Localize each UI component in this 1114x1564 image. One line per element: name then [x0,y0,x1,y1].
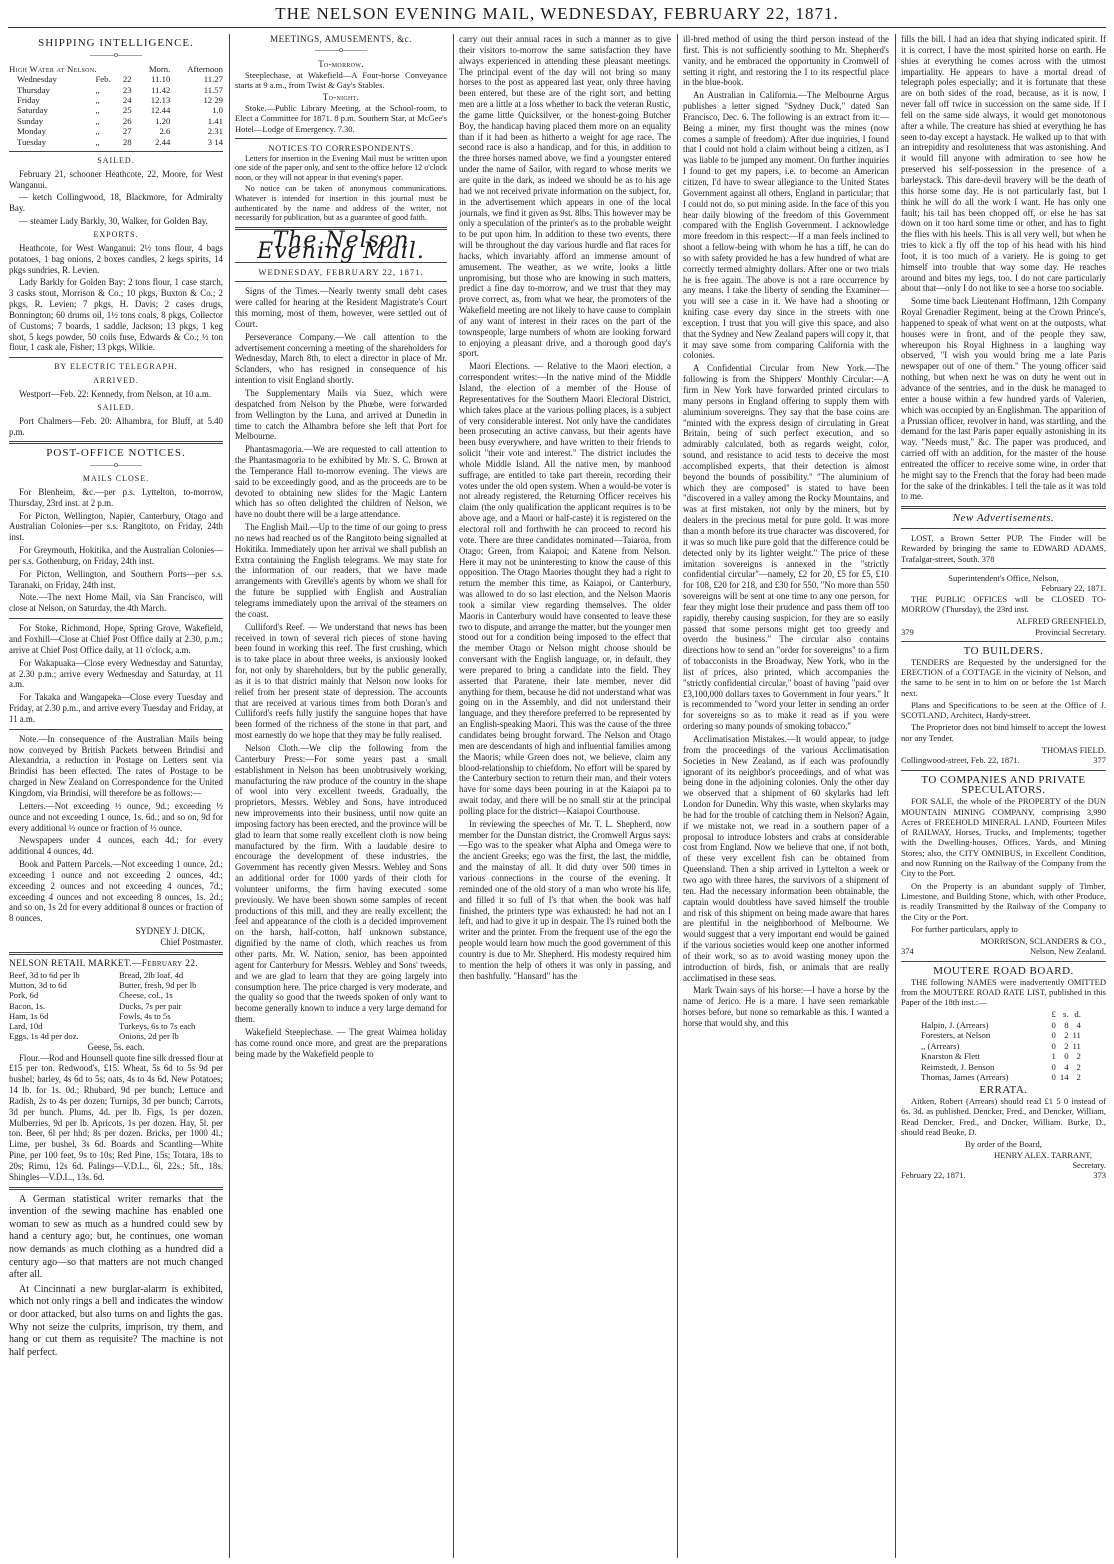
postmaster-signature: SYDNEY J. DICK, [135,926,205,937]
article-paragraph: Perseverance Company.—We call attention to the advertisement concerning a meeting of the shareholders for Wednesday, March 8th, to elect a director in place of Mr. Sclanders, who has resigned in consequence of his intention to visit England shortly. [235,331,447,386]
article-paragraph: Nelson Cloth.—We clip the following from the Canterbury Press:—For some years past a small establishment in Nelson has been unobtrusively working, manufacturing the raw produce of the country in the shape of wool into very excellent tweeds. Gradually, the proprietors, Messrs. Webley and Sons, have introduced new improvements into their business, until now quite an imposing factory has been erected, and the province will be glad to learn that some really excellent cloth is now being manufactured by the firm. With a laudable desire to encourage the development of these industries, the Government has recently given Messrs. Webley and Sons an additional order for 1000 yards of their cloth for volunteer uniforms, the firm having executed some previously. We have been shown some samples of recent productions of this mill, and they are really excellent; the feel and appearance of the cloth is a decided improvement on the harsh, half-cotton, half unknown substance, dignified by the name of cloth, which reaches us from other parts. Mr. W. Nation, senior, has been appointed agent for Canterbury for Messrs. Webley and Sons' tweeds, and we are glad to learn that they are going largely into consumption here. The price charged is very moderate, and the quality so good that the tweeds spoken of only want to become generally known to induce a very large demand for them. [235,742,447,1025]
tide-row: Sunday ,, 26 1.20 1.41 [17,115,223,126]
tide-row: Saturday ,, 25 12.44 1.0 [17,105,223,116]
edition-date: WEDNESDAY, FEBRUARY 22, 1871. [258,266,424,277]
correspondents-text: No notice can be taken of anonymous communications. Whatever is intended for insertion in this journal must be authenticated by the name and address of the writer, not necessarily for publication, but as a guarantee of good faith. [235,184,447,223]
ad-companies: On the Property is an abundant supply of Timber, Limestone, and Building Stone, which, with other Produce, is readily Transmitted by the Railway of the Company to the City or the Port. [901,880,1106,922]
errata-title: ERRATA. [979,1084,1028,1097]
builders-title: TO BUILDERS. [963,644,1044,657]
moutere-title: MOUTERE ROAD BOARD. [933,964,1074,977]
meetings-tomorrow: To-morrow. [318,58,364,69]
market-item: Butter, fresh, 9d per lb [119,979,197,990]
post-item: Note.—The next Home Mail, via San Francisco, will close at Nelson, on Saturday, the 4th March. [9,592,223,614]
post-item: Letters.—Not exceeding ½ ounce, 9d.; exceeding ½ ounce and not exceeding 1 ounce, 1s. 6d.; and so on, 9d for every additional ½ ounce or fraction of ½ ounce. [9,800,223,833]
shipping-title: SHIPPING INTELLIGENCE. [38,37,194,49]
rate-row: Reimstedt, J. Benson 0 4 2 [921,1061,1081,1072]
post-item: For Picton, Wellington, and Southern Ports—per s.s. Taranaki, on Friday, 24th inst. [9,568,223,590]
article-paragraph: An Australian in California.—The Melbourne Argus publishes a letter signed "Sydney Duck," dated San Francisco, Dec. 6. The following is an extract from it:—Being a miner, my first thought was the mines (now comes a sample of freedom). After due inquiries, I found that I could not hold a claim without being a citizen, as I was liable to be jumped any moment. On further inquiries I found to get my papers, i.e. to become an American citizen, I'd have to swear allegiance to the United States Government against all others, England in particular; that I could not do, so put mining aside. In the face of this you hear daily blowing of the freedom of this Government compared with the English Government. I acknowledge more freedom in this respect:—If a man feels inclined to shoot a fellow-being with whom he has a tiff, he can do so with safety provided he has a few hundred of what are correctly termed almighty dollars. After one or two trials he is free again. The above is not a rare occurrence by any means. I take the liberty of sending the Examiner—you will see a case in it. We have had a shooting or knifing case every day since in the streets with one exception. I trust that you will give this space, and also that the Sydney and New Zealand papers will copy it, that it may save some from comparing California with the colonies. [683,90,889,361]
post-item: For Picton, Wellington, Napier, Canterbury, Otago and Australian Colonies—per s.s. Rangitoto, on Friday, 24th inst. [9,510,223,543]
ad-tarrant-title: Secretary. [1072,1159,1106,1170]
exports-title: EXPORTS. [93,230,139,239]
ad-tarrant-date: February 22, 1871. [901,1170,966,1181]
column-1: SHIPPING INTELLIGENCE. ———o——— High Water at Nelson. Morn. Afternoon Wednesday Feb. 22 11.10 11.27 Thursday ,, 23 11.42 11.57 Friday ,, 24 12.13 12 29 Saturday ,, 25 12.44 1.0 Sunday ,, 26 1.20 1.41 Monday ,, 27 2.6 2.31 Tuesday ,, 28 2.44 3 14 SAILED. February 21, schooner Heathcote, 22, Moore, for West Wanganui. — ketch Collingwood, 18, Blackmore, for Admiralty Bay. — steamer Lady Barkly, 30, Walker, for Golden Bay. EXPORTS. Heathcote, for West Wanganui: 2½ tons flour, 4 bags potatoes, 1 bag onions, 2 boxes candles, 2 kegs spirits, 14 pkgs sundries, R. Levien. Lady Barkly for Golden Bay: 2 tons flour, 1 case starch, 3 casks stout, Morrison & Co.; 10 pkgs, Buxton & Co.; 2 pkgs, R. Levien; 7 pkgs, H. Davis; 2 cases drugs, Bonnington; 60 drums oil, 1½ tons coals, 8 pkgs, Collector of Customs; 7 boards, 1 saddle, Jackson; 13 pkgs, 1 keg shot, 5 kegs powder, 50 coils fuse, Edwards & Co.; ½ ton flour, 1 cask ale, Fisher; 13 pkgs, Wilkie. BY ELECTRIC TELEGRAPH. ARRIVED. Westport—Feb. 22: Kennedy, from Nelson, at 10 a.m. SAILED. Port Chalmers—Feb. 20: Alhambra, for Bluff, at 5.40 p.m. POST-OFFICE NOTICES. ———o——— MAILS CLOSE. For Blenheim, &c.—per p.s. Lyttelton, to-morrow, Thursday, 23rd inst. at 2 p.m. For Picton, Wellington, Napier, Canterbury, Otago and Australian Colonies—per s.s. Rangitoto, on Friday, 24th inst. For Greymouth, Hokitika, and the Australian Colonies—per s.s. Gothenburg, on Friday, 24th inst. For Picton, Wellington, and Southern Ports—per s.s. Taranaki, on Friday, 24th inst. Note.—The next Home Mail, via San Francisco, will close at Nelson, on Saturday, the 4th March. For Stoke, Richmond, Hope, Spring Grove, Wakefield, and Foxhill—Close at Chief Post Office daily at 2.30, p.m.; arrive at Chief Post Office daily, at 11 o'clock, a.m. For Wakapuaka—Close every Wednesday and Saturday, at 2.30 p.m.; arrive every Wednesday and Saturday, at 11 a.m. For Takaka and Wangapeka—Close every Tuesday and Friday, at 2.30 p.m., and arrive every Tuesday and Friday, at 11 a.m. Note.—In consequence of the Australian Mails being now conveyed by British Packets between Brindisi and Alexandria, a reduction in Postage on Letters sent via Brindisi has been effected. The rates of Postage to be charged in New Zealand on Correspondence for the United Kingdom, via Brindisi, will therefore be as follows:— Letters.—Not exceeding ½ ounce, 9d.; exceeding ½ ounce and not exceeding 1 ounce, 1s. 6d.; and so on, 9d for every additional ½ ounce or fraction of ½ ounce. Newspapers under 4 ounces, each 4d.; for every additional 4 ounces, 4d. Book and Pattern Parcels.—Not exceeding 1 ounce, 2d.; exceeding 1 ounce and not exceeding 2 ounces, 4d.; exceeding 2 ounces and not exceeding 4 ounces, 7d.; exceeding 4 ounces and not exceeding 8 ounces, 1s. 2d.; and so on, 1s 2d for every additional 8 ounces or fraction of 8 ounces. SYDNEY J. DICK, Chief Postmaster. NELSON RETAIL MARKET.—February 22. Beef, 3d to 6d per lb Mutton, 3d to 6d Pork, 6d Bacon, 1s. Ham, 1s 6d Lard, 10d Eggs, 1s 4d per doz. Bread, 2lb loaf, 4d Butter, fresh, 9d per lb Cheese, col., 1s Ducks, 7s per pair Fowls, 4s to 5s Turkeys, 6s to 7s each Onions, 2d per lb Geese, 5s. each. Flour.—Rod and Hounsell quote fine silk dressed flour at £15 per ton. Redwood's, £15. Wheat, 5s 6d to 5s 9d per bushel; barley, 4s 6d to 5s; oats, 4s to 4s 6d. New Potatoes; 14 lb. for 1s. 0d.; Rhubard, 9d per bunch; Lettuce and Radish, 2s to 4s per dozen; Turnips, 3d per bunch; Carrots, 3d per bunch. Plums, 4d. per lb. Figs, 1s per dozen. Mulberries, 9d per lb. Apricots, 1s per dozen. Hay, 5l. per ton. Beer, 6l per hhd; 8s per dozen. Bricks, per 1000 4l.; Lime, per bushel, 3s 6d. Boards and Scantling—White Pine, per 100 feet, 9s to 10s; Red Pine, 15s; Totara, 18s to 20s; Rimu, 12s 6d. Palings—V.D.L., 6l, 22s.; 5ft., 18s. Shingles—V.D.L., 13s. 6d. A German statistical writer remarks that the invention of the sewing machine has enabled one woman to sew as much as a hundred could sew by hand a century ago; but, he continues, one woman now demands as much clothing as a hundred did a century ago—so that matters are not much changed after all. At Cincinnati a new burglar-alarm is exhibited, which not only rings a bell and indicates the window or door attacked, but also turns on and lights the gas. Why not seize the culprits, imprison, try them, and hang or cut them as requisite? The machine is not half perfect. [9,37,223,1358]
post-item: Newspapers under 4 ounces, each 4d.; for every additional 4 ounces, 4d. [9,835,223,857]
ad-by-order: By order of the Board, [965,1139,1042,1150]
export-item: Lady Barkly for Golden Bay: 2 tons flour, 1 case starch, 3 casks stout, Morrison & Co.; 10 pkgs, Buxton & Co.; 2 pkgs, R. Levien; 7 pkgs, H. Davis; 2 cases drugs, Bonnington; 60 drums oil, 1½ tons coals, 8 pkgs, Collector of Customs; 7 boards, 1 saddle, Jackson; 13 pkgs, 1 keg shot, 5 kegs powder, 50 coils fuse, Edwards & Co.; ½ ton flour, 1 cask ale, Fisher; 13 pkgs, Wilkie. [9,277,223,353]
tide-row: Tuesday ,, 28 2.44 3 14 [17,136,223,147]
post-item: Note.—In consequence of the Australian Mails being now conveyed by British Packets between Brindisi and Alexandria, a reduction in Postage on Letters sent via Brindisi has been effected. The rates of Postage to be charged in New Zealand on Correspondence for the United Kingdom, via Brindisi, will therefore be as follows:— [9,733,223,798]
sailed-item: — ketch Collingwood, 18, Blackmore, for Admiralty Bay. [9,192,223,214]
market-item: Ham, 1s 6d [9,1010,49,1021]
ad-number: 377 [1093,755,1106,766]
post-item: For Stoke, Richmond, Hope, Spring Grove, Wakefield, and Foxhill—Close at Chief Post Office daily at 2.30, p.m.; arrive at Chief Post Office daily, at 11 o'clock, a.m. [9,623,223,655]
post-item: For Takaka and Wangapeka—Close every Tuesday and Friday, at 2.30 p.m., and arrive every Tuesday and Friday, at 11 a.m. [9,692,223,724]
sailed-title: SAILED. [97,155,135,165]
ad-lost-pup: LOST, a Brown Setter PUP. The Finder will be Rewarded by bringing the same to EDWARD ADAMS, Trafalgar-street, South. 378 [901,533,1106,564]
correspondents-title: NOTICES TO CORRESPONDENTS. [268,142,414,153]
market-item: Cheese, col., 1s [119,990,173,1001]
companies-title: TO COMPANIES AND PRIVATE SPECULATORS. [921,773,1086,797]
article-paragraph: Some time back Lieutenant Hoffmann, 12th Company Royal Grenadier Regiment, being at the Crown Prince's, happened to speak of what went on at the outposts, what houses were in front, and of the people they saw, whereupon his Royal Highness in a laughing way observed, "I wish you would bring me a late Paris newspaper out of one of them." The young officer said nothing, but when next he was on duty he went out in advance of the sentries, and in the dusk he managed to enter a house within a few hundred yards of Valerien, which was occupied by an Englishman. The apparition of a Prussian officer, revolver in hand, was startling, and the demand for the last Paris paper equally astonishing in its way. "Needs must," &c. The paper was produced, and carried off with an addition, for the master of the house entreated the officer to receive some wine, in order that he might say to the French that the foray had been made for the sake of the drinkables. I tell the tale as it was told to me. [901,296,1106,502]
market-item: Bacon, 1s. [9,1000,46,1011]
post-item: For Blenheim, &c.—per p.s. Lyttelton, to-morrow, Thursday, 23rd inst. at 2 p.m. [9,486,223,508]
market-item: Bread, 2lb loaf, 4d [119,969,184,980]
ad-tarrant: HENRY ALEX. TARRANT, [994,1149,1092,1160]
article-paragraph: The English Mail.—Up to the time of our going to press no news had reached us of the Rangitoto being signalled at Hokitika. Immediately upon her arrival we shall publish an Extra containing the English telegrams. We may state for the information of our readers, that we have made arrangements with Greville's agents by whom we shall for the future be supplied with English and Australian telegrams immediately upon the arrival of the steamers on the coast. [235,522,447,619]
rate-row: Knarston & Flett 1 0 2 [921,1051,1081,1062]
market-item: Onions, 2d per lb [119,1031,179,1042]
sailed2-title: SAILED. [97,402,135,412]
ad-morrison-addr: Nelson, New Zealand. [1029,946,1106,957]
column-2: MEETINGS, AMUSEMENTS, &c. ———o——— To-morrow. Steeplechase, at Wakefield—A Four-horse Conveyance starts at 9 a.m., from Twist & Gay's Stables. To-night. Stoke.—Public Library Meeting, at the School-room, to Elect a Committee for 1871. 8 p.m. Southern Star, at McGee's Hotel—Lodge of Emergency. 7.30. NOTICES TO CORRESPONDENTS. Letters for insertion in the Evening Mail must be written upon one side of the paper only, and sent to the office before 12 o'clock noon, or they will not appear in that evening's paper. No notice can be taken of anonymous communications. Whatever is intended for insertion in this journal must be authenticated by the name and address of the writer, not necessarily for publication, but as a guarantee of good faith. The Nelson Evening Mail. WEDNESDAY, FEBRUARY 22, 1871. Signs of the Times.—Nearly twenty small debt cases were called for hearing at the Resident Magistrate's Court this morning, most of them, however, were settled out of Court. Perseverance Company.—We call attention to the advertisement concerning a meeting of the shareholders for Wednesday, March 8th, to elect a director in place of Mr. Sclanders, who has resigned in consequence of his intention to visit England shortly. The Supplementary Mails via Suez, which were despatched from Nelson by the Phœbe, were forwarded from Wellington by the Luna, and arrived at Dunedin in time to catch the Alhambra before she left that Port for Melbourne. Phantasmagoria.—We are requested to call attention to the Phantasmagoria to be exhibited by Mr. S. C. Brown at the Temperance Hall to-morrow evening. The views are said to be exceedingly good, and as the proceeds are to be devoted to obtaining new slides for the Magic Lantern which has so often delighted the children of Nelson, we have no doubt there will be a large attendance. The English Mail.—Up to the time of our going to press no news had reached us of the Rangitoto being signalled at Hokitika. Immediately upon her arrival we shall publish an Extra containing the English telegrams. We may state for the information of our readers, that we have made arrangements with Greville's agents by whom we shall for the future be supplied with English and Australian telegrams immediately upon the arrival of the steamers on the coast. Culliford's Reef. — We understand that news has been received in town of several rich pieces of stone having been found in working this reef. The first crushing, which is to take place in about three weeks, is anxiously looked for, not only by shareholders, but by the public generally, as it is to that district mainly that Nelson now looks for relief from her present state of depression. The accounts that are received at various times from both Doran's and Culliford's reefs fully justify the sanguine hopes that have been formed of the richness of the stone in that part, and most earnestly do we hope that they may be fully realised. Nelson Cloth.—We clip the following from the Canterbury Press:—For some years past a small establishment in Nelson has been unobtrusively working, manufacturing the raw produce of the country in the shape of wool into very excellent tweeds. Gradually, the proprietors, Messrs. Webley and Sons, have introduced new improvements into their business, until now quite an imposing factory has been erected, and the province will be glad to learn that some really excellent cloth is now being manufactured by the firm. With a laudable desire to encourage the development of these industries, the Government has recently given Messrs. Webley and Sons an additional order for 1000 yards of their cloth for volunteer uniforms, the firm having executed some previously. We have been shown some samples of recent productions of this mill, and they are really excellent; the feel and appearance of the cloth is a decided improvement on the harsh, half-cotton, half unknown substance, dignified by the name of cloth, which reaches us from other parts. Mr. W. Nation, senior, has been appointed agent for Canterbury for Messrs. Webley and Sons' tweeds, and we are glad to learn that they are going largely into consumption here. The price charged is very moderate, and the quality so good that the tweeds spoken of only want to become generally known to induce a very large demand for them. Wakefield Steeplechase. — The great Waimea holiday has come round once more, and great are the preparations being made by the Wakefield people to [235,34,447,1059]
ad-super-office: Superintendent's Office, Nelson, [948,573,1059,584]
sailed2-item: Port Chalmers—Feb. 20: Alhambra, for Bluff, at 5.40 p.m. [9,415,223,437]
ad-public-offices: THE PUBLIC OFFICES will be CLOSED TO-MORROW (Thursday), the 23rd inst. [901,593,1106,614]
market-geese: Geese, 5s. each. [87,1041,145,1052]
rate-row: Foresters, at Nelson 0 2 11 [921,1030,1081,1041]
export-item: Heathcote, for West Wanganui: 2½ tons flour, 4 bags potatoes, 1 bag onions, 2 boxes candles, 2 kegs spirits, 14 pkgs sundries, R. Levien. [9,242,223,275]
meetings-tonight-text: Stoke.—Public Library Meeting, at the School-room, to Elect a Committee for 1871. 8 p.m. Southern Star, at McGee's Hotel—Lodge of Emergency. 7.30. [235,102,447,134]
postmaster-title: Chief Postmaster. [160,936,223,947]
ad-field-line: Collingwood-street, Feb. 22, 1871. [901,755,1020,766]
ad-errata: Aitken, Robert (Arrears) should read £1 5 0 instead of 6s. 3d. as published. Dencker, Fred., and Dencker, William, Read Dencker, Fred., and Dncker, William. Burke, D., should read Beuke, D. [901,1096,1106,1138]
article-paragraph: Mark Twain says of his horse:—I have a horse by the name of Jerico. He is a mare. I have seen remarkable horses before, but none so remarkable as this. I wanted a horse that would shy, and this [683,985,889,1028]
tide-row: Monday ,, 27 2.6 2.31 [17,126,223,137]
ad-builders: TENDERS are Requested by the undersigned for the ERECTION of a COTTAGE in the vicinity of Nelson, and the same to be sent in to him on or before the 1st March next. [901,656,1106,698]
rate-table: £ s. d. Halpin, J. (Arrears) 0 8 4 Foresters, at Nelson 0 2 11 ,, (Arrears) 0 2 11 Knarston & Flett 1 0 2 Reimstedt, J. Benson 0 4 2 Thomas, James (Arrears) 0 14 2 [921,1009,1081,1082]
article-paragraph: The Supplementary Mails via Suez, which were despatched from Nelson by the Phœbe, were forwarded from Wellington by the Luna, and arrived at Dunedin in time to catch the Alhambra before she left that Port for Melbourne. [235,387,447,442]
ad-number: 379 [901,626,914,637]
article-paragraph: ill-bred method of using the third person instead of the first. This is not sufficiently soothing to Mr. Shepherd's vanity, and he embraced the opportunity in Cromwell of setting it right, and restoring the I to its respectful place in the blue-book. [683,34,889,88]
ad-companies: FOR SALE, the whole of the PROPERTY of the DUN MOUNTAIN MINING COMPANY, comprising 3,990 Acres of FREEHOLD MINERAL LAND, Fourteen Miles of RAILWAY, Horses, Trucks, and Implements; together with the Dwelling-houses, Offices, Yards, and Mining Stores; also, the CITY OMNIBUS, in Excellent Condition, and now Running on the Railway of the Company from the City to the Port. [901,796,1106,879]
article-paragraph: Signs of the Times.—Nearly twenty small debt cases were called for hearing at the Resident Magistrate's Court this morning, most of them, however, were settled out of Court. [235,286,447,329]
market-notes: Flour.—Rod and Hounsell quote fine silk dressed flour at £15 per ton. Redwood's, £15. Wheat, 5s 6d to 5s 9d per bushel; barley, 4s 6d to 5s; oats, 4s to 4s 6d. New Potatoes; 14 lb. for 1s. 0d.; Rhubard, 9d per bunch; Lettuce and Radish, 2s to 4s per dozen; Turnips, 3d per bunch; Carrots, 3d per bunch. Plums, 4d. per lb. Figs, 1s per dozen. Mulberries, 9d per lb. Apricots, 1s per dozen. Hay, 5l. per ton. Beer, 6l per hhd; 8s per dozen. Bricks, per 1000 4l.; Lime, per bushel, 3s 6d. Boards and Scantling—White Pine, per 100 feet, 9s to 10s; Red Pine, 15s; Totara, 18s to 20s; Rimu, 12s 6d. Palings—V.D.L., 6l, 22s.; 5ft., 18s. Shingles—V.D.L., 13s. 6d. [9,1052,223,1182]
ad-companies: For further particulars, apply to [911,923,1018,934]
tide-header-morn: Morn. [148,63,171,74]
tide-row: Thursday ,, 23 11.42 11.57 [17,84,223,95]
article-paragraph: Culliford's Reef. — We understand that news has been received in town of several rich pieces of stone having been found in working this reef. The first crushing, which is to take place in about three weeks, is anxiously looked for, not only by shareholders, but by the public generally, as it is to that district mainly that Nelson now looks for relief from her present state of depression. The accounts that are received at various times from both Doran's and Culliford's reefs fully justify the sanguine hopes that have been formed of the richness of the stone in that part, and most earnestly do we hope that they may be fully realised. [235,621,447,741]
column-4 [683,34,889,1558]
article-paragraph: Phantasmagoria.—We are requested to call attention to the Phantasmagoria to be exhibited by Mr. S. C. Brown at the Temperance Hall to-morrow evening. The views are said to be exceedingly good, and as the proceeds are to be devoted to obtaining new slides for the Magic Lantern which has so often delighted the children of Nelson, we have no doubt there will be a large attendance. [235,444,447,520]
ad-number: 373 [1093,1170,1106,1181]
article-paragraph: carry out their annual races in such a manner as to give their visitors to-morrow the same satisfaction they have always experienced in attending these pleasant meetings. The principal event of the day will not bring so many horses to the post as appeared last year, only three having been entered, but these are of the right sort, and betting men are a little at a loss whether to back the veteran Rustic, the game little Quicksilver, or the honest-going Butcher Boy, the handicap having placed them more on an equality than if it had been as hitherto a weight for age race. The second race is also a handicap, and for this, in addition to the three horses named above, we find a youngster entered under the name of Sailor, with regard to whose merits we are quite in the dark, as indeed we should be as to his age had we not received private information on the subject, for, in the advertisement which appears in one of the local journals, we find it given as 9st. 8lbs. This however may be only a speculation of the printer's as to the probable weight to be put upon him. In addition to these two events, there will be throughout the day various hurdle and flat races for hacks, which invariably afford an immense amount of amusement. The weather, as we write, looks a little unpromising, but those who are knowing in such matters, predict a fine day to-morrow, and we trust that they may prove correct, as, from what we hear, the promoters of the Wakefield meeting are not likely to have cause to complain of any want of interest in their races on the part of the townspeople, large numbers of whom are looking forward to enjoying a pleasant drive, and a thorough good day's sport. [459,34,671,359]
post-item: For Wakapuaka—Close every Wednesday and Saturday, at 2.30 p.m.; arrive every Wednesday and Saturday, at 11 a.m. [9,657,223,690]
post-item: For Greymouth, Hokitika, and the Australian Colonies—per s.s. Gothenburg, on Friday, 24th inst. [9,545,223,566]
market-prices [9,970,223,1042]
rate-row: ,, (Arrears) 0 2 11 [921,1040,1081,1051]
rate-row: Halpin, J. (Arrears) 0 8 4 [921,1019,1081,1030]
column-divider [229,34,230,1558]
post-title: POST-OFFICE NOTICES. [46,447,186,460]
mails-title: MAILS CLOSE. [82,474,150,484]
ad-greenfield-title: Provincial Secretary. [1035,626,1106,637]
meetings-title: MEETINGS, AMUSEMENTS, &c. [270,34,412,44]
correspondents-text: Letters for insertion in the Evening Mail must be written upon one side of the paper only, and sent to the office before 12 o'clock noon, or they will not appear in that evening's paper. [235,153,447,182]
new-ads-title: New Advertisements. [952,512,1055,525]
column-divider [895,34,896,1558]
ad-field-signature: THOMAS FIELD. [1041,745,1106,756]
ad-morrison: MORRISON, SCLANDERS & CO., [980,936,1106,947]
tide-row: Wednesday Feb. 22 11.10 11.27 [17,74,223,85]
market-item: Mutton, 3d to 6d [9,979,67,990]
arrived-item: Westport—Feb. 22: Kennedy, from Nelson, at 10 a.m. [19,388,211,399]
post-item: Book and Pattern Parcels.—Not exceeding 1 ounce, 2d.; exceeding 1 ounce and not exceeding 2 ounces, 4d.; exceeding 2 ounces and not exceeding 4 ounces, 7d.; exceeding 4 ounces and not exceeding 8 ounces, 1s. 2d.; and so on, 1s 2d for every additional 8 ounces or fraction of 8 ounces. [9,859,223,924]
german-paragraph: A German statistical writer remarks that the invention of the sewing machine has enabled one woman to sew as much as a hundred could sew by hand a century ago; but, he continues, one woman now demands as much clothing as a hundred did a century ago—so that matters are not much changed after all. [9,1193,223,1281]
meetings-tonight: To-night. [322,92,360,103]
market-item: Turkeys, 6s to 7s each [119,1021,196,1032]
tide-header-label: High Water at Nelson. [9,63,97,74]
market-item: Eggs, 1s 4d per doz. [9,1031,79,1042]
telegraph-title: BY ELECTRIC TELEGRAPH. [54,362,178,372]
market-item: Pork, 6d [9,990,39,1001]
column-5 [901,34,1106,1558]
meetings-tomorrow-text: Steeplechase, at Wakefield—A Four-horse Conveyance starts at 9 a.m., from Twist & Gay's Stables. [235,69,447,90]
article-paragraph: In reviewing the speeches of Mr. T. L. Shepherd, now member for the Dunstan district, the Cromwell Argus says:—Ego was to the speaker what Alpha and Omega were to the ancient Greeks; ego was the first, the last, the middle, and the mainstay of all. It did duty over 500 times in various connections in the course of the evening. It reminded one of the old story of a man who wrote his life, and filled it so full of I's that when the book was half finished, the printers type was exhausted: he had not an I left, and had to give it up in despair. The I's ruined both the writer and the printer. From the frequent use of the ego the people would learn how much the good government of this country is due to Mr. Shepherd. His modesty required him to mention the help of others it was only in passing, and then bashfully. "Hansard" has the [459,818,671,981]
sailed-item: — steamer Lady Barkly, 30, Walker, for Golden Bay. [19,216,208,227]
tide-header-aft: Afternoon [187,63,223,74]
article-paragraph: Wakefield Steeplechase. — The great Waimea holiday has come round once more, and great are the preparations being made by the Wakefield people to [235,1026,447,1059]
market-title: NELSON RETAIL MARKET.—February 22. [9,958,198,969]
market-item: Ducks, 7s per pair [119,1000,182,1011]
tide-table [9,64,223,147]
market-item: Beef, 3d to 6d per lb [9,969,80,980]
newspaper-flag: The Nelson Evening Mail. [257,227,425,264]
masthead-rule [8,27,1106,28]
article-paragraph: Acclimatisation Mistakes.—It would appear, to judge from the proceedings of the various Acclimatisation Societies in New Zealand, as if each was profoundly ignorant of its neighbor's proceedings, and of what was being done in the adjoining colonies. Only the other day we observed that a shipment of 60 skylarks had left London for Dunedin. Why this waste, when skylarks may be had for the trouble of catching them in Nelson? Again, if we mistake not, we read in a southern paper of a proposal to introduce lobsters and crabs at considerable cost from England. Now we believe that one, if not both, of these very excellent fish can be obtained from Queensland. Then a ship arrived in Lyttelton a week or two ago with three hares, the survivors of a shipment of ten. Had the necessary information been obtainable, the captain would doubtless have saved himself the trouble and risk of this shipment on being made aware that hares are plentiful in the neighborhood of Melbourne. We would suggest that a very important end would be gained if the various societies would keep one another informed of their work, so as to avoid wasting money upon the introduction of birds, fish, or animals that are really acclimatised in these seas. [683,734,889,983]
column-divider [677,34,678,1558]
article-paragraph: fills the bill. I had an idea that shying indicated spirit. If it is correct, I have the most spirited horse on earth. He shies at everything he comes across with the utmost impartiality. He appears to have a mortal dread of telegraph poles especially; and it is fortunate that these are on both sides of the road, because, as it is now, I never fall off twice in succession on the same side. If I fell on the same side always, it would get monotonous after a while. The creature has shied at everything he has seen to-day except a haystack. He walked up to that with an intrepidity and resoluteness that was astonishing. And it would fill anyone with admiration to see how he preserved his self-possession in the presence of a barleystack. This dare-devil bravery will be the death of this horse some day. He is not particularly fast, but I think he will do all the work I want. He has only one fault; his tail has been chopped off, or else he has sat down on it too hard some time or other, and has to fight the flies with his heels. This is all very well, but when he tries to kick a fly off the top of his head with his hind foot, it is too much of a variety. He is going to get himself into trouble that way some day. He reaches around and bites my legs, too. I do not care particularly about that—only I do not like to see a horse too sociable. [901,34,1106,294]
column-divider [453,34,454,1558]
masthead: THE NELSON EVENING MAIL, WEDNESDAY, FEBRUARY 22, 1871. [275,4,839,23]
arrived-title: ARRIVED. [93,376,139,386]
ad-moutere: THE following NAMES were inadvertently OMITTED from the MOUTERE ROAD RATE LIST, published in this Paper of the 18th inst.:— [901,976,1106,1008]
market-item: Fowls, 4s to 5s [119,1010,171,1021]
article-paragraph: A Confidential Circular from New York.—The following is from the Shippers' Monthly Circular:—A firm in New York have forwarded printed circulars to many persons in England offering to supply them with aluminium sovereigns. They say that the base coins are "minted with the express design of circulating in Great Britain, being of such perfect execution, and so admirably calculated, both as regards weight, color, sound, and resistance to acid tests to deceive the most accomplished experts, that their detection is almost beyond the bounds of possibility." "The aluminium of which they are composed" is stated to have been "discovered in a valley among the Rocky Mountains, and was at first mistaken, not only by the miners, but by dealers in the precious metal for pure gold. It was more than a month before its true character was discovered, for it was so much like pure gold that the difference could be detected only by its lighter weight." The price of these imitation sovereigns is annexed in the "strictly confidential circular"—namely, £2 for 20, £5 for £5, £10 for 108, £20 for 218, and £30 for 550. "No more than 550 sovereigns will be sent at one time to any one person, for fear they might lose their prudence and pass them off too rapidly, thereby causing suspicion, for they are so easily passed that some persons might get too greedy and overdo the business." The circular also contains directions how to send an "order for sovereigns" to a firm of tobacconists in the Broadway, New York, who in the list of prices, also printed, which accompanies the "strictly confidential circular," boast of having "paid over £3,100,000 dollars taxes to Government in four years." It is recommended to "word your letter in sending an order for sovereigns so as to make it read as if you were ordering so many pounds of smoking tobacco." [683,363,889,732]
market-item: Lard, 10d [9,1021,43,1032]
ad-builders: Plans and Specifications to be seen at the Office of J. SCOTLAND, Architect, Hardy-street. [901,699,1106,721]
tide-row: Friday ,, 24 12.13 12 29 [17,94,223,105]
ad-super-date: February 22, 1871. [1041,583,1106,594]
column-3 [459,34,671,1558]
rate-row: Thomas, James (Arrears) 0 14 2 [921,1071,1081,1082]
ad-builders: The Proprietor does not bind himself to accept the lowest nor any Tender. [901,722,1106,743]
article-paragraph: Maori Elections. — Relative to the Maori election, a correspondent writes:—In the native mind of the Middle Island, the election of a member of the House of Representatives for the Southern Maori Electoral District, which takes place at the various polling places, is a subject of very considerable interest. Not only have the candidates been prosecuting an active canvass, but their agents have been busy everywhere, and have written to their friends to solicit "their vote and interest." The district includes the whole Middle Island. All the native men, by manhood suffrage, are entitled to take part therein, recording their votes under the old open system. When a would-be voter is not already registered, the Returning Officer receives his claim (the only qualification the applicant requires is to be above age, and a Maori or half-caste) it is registered on the electoral roll and forthwith he can proceed to record his vote. There are three candidates nominated—Taiaroa, from Otago; Green, from Kaiapoi; and Katene from Nelson. Here it may not be uninteresting to know the cause of this opposition. The Otago Maories thought they had a right to return the member this time, as Kaiapoi, or Canterbury, was allowed to do so last election, and the Nelson Maoris took a similar view regarding themselves. The older Maoris in Canterbury would have consented to leave these two to dispute, and arrange the matter, but the younger men stood out for a condition being imposed to the effect that the member Otago or Nelson might choose should be conversant with the English language, or, in default, they were prepared to bring a candidate into the field. They asserted that Paratene, their late member, never did anything for them, because he did not understand what was going on in the Assembly, and did not understand their language, and they therefore preferred to be represented by an English-speaking Maori. This was the cause of the three candidates being brought forward. The Nelson and Otago men are descendants of high and influential families among the Maoris; while Green does not, we believe, claim any blood-relationship to chiefdom. No effort will be spared by the Canterbury section to return their man, and their voters have for some days been pouring in at the Kaiapoi pa to await today, and there will be no small stir at the principal polling place for the district—Kaiapoi Courthouse. [459,361,671,816]
ad-greenfield: ALFRED GREENFIELD, [1016,616,1106,627]
ad-number: 374 [901,946,914,957]
sailed-item: February 21, schooner Heathcote, 22, Moore, for West Wanganui. [9,168,223,190]
cincinnati-paragraph: At Cincinnati a new burglar-alarm is exhibited, which not only rings a bell and indicates the window or door attacked, but also turns on and lights the gas. Why not seize the culprits, imprison, try them, and hang or cut them as requisite? The machine is not half perfect. [9,1283,223,1358]
